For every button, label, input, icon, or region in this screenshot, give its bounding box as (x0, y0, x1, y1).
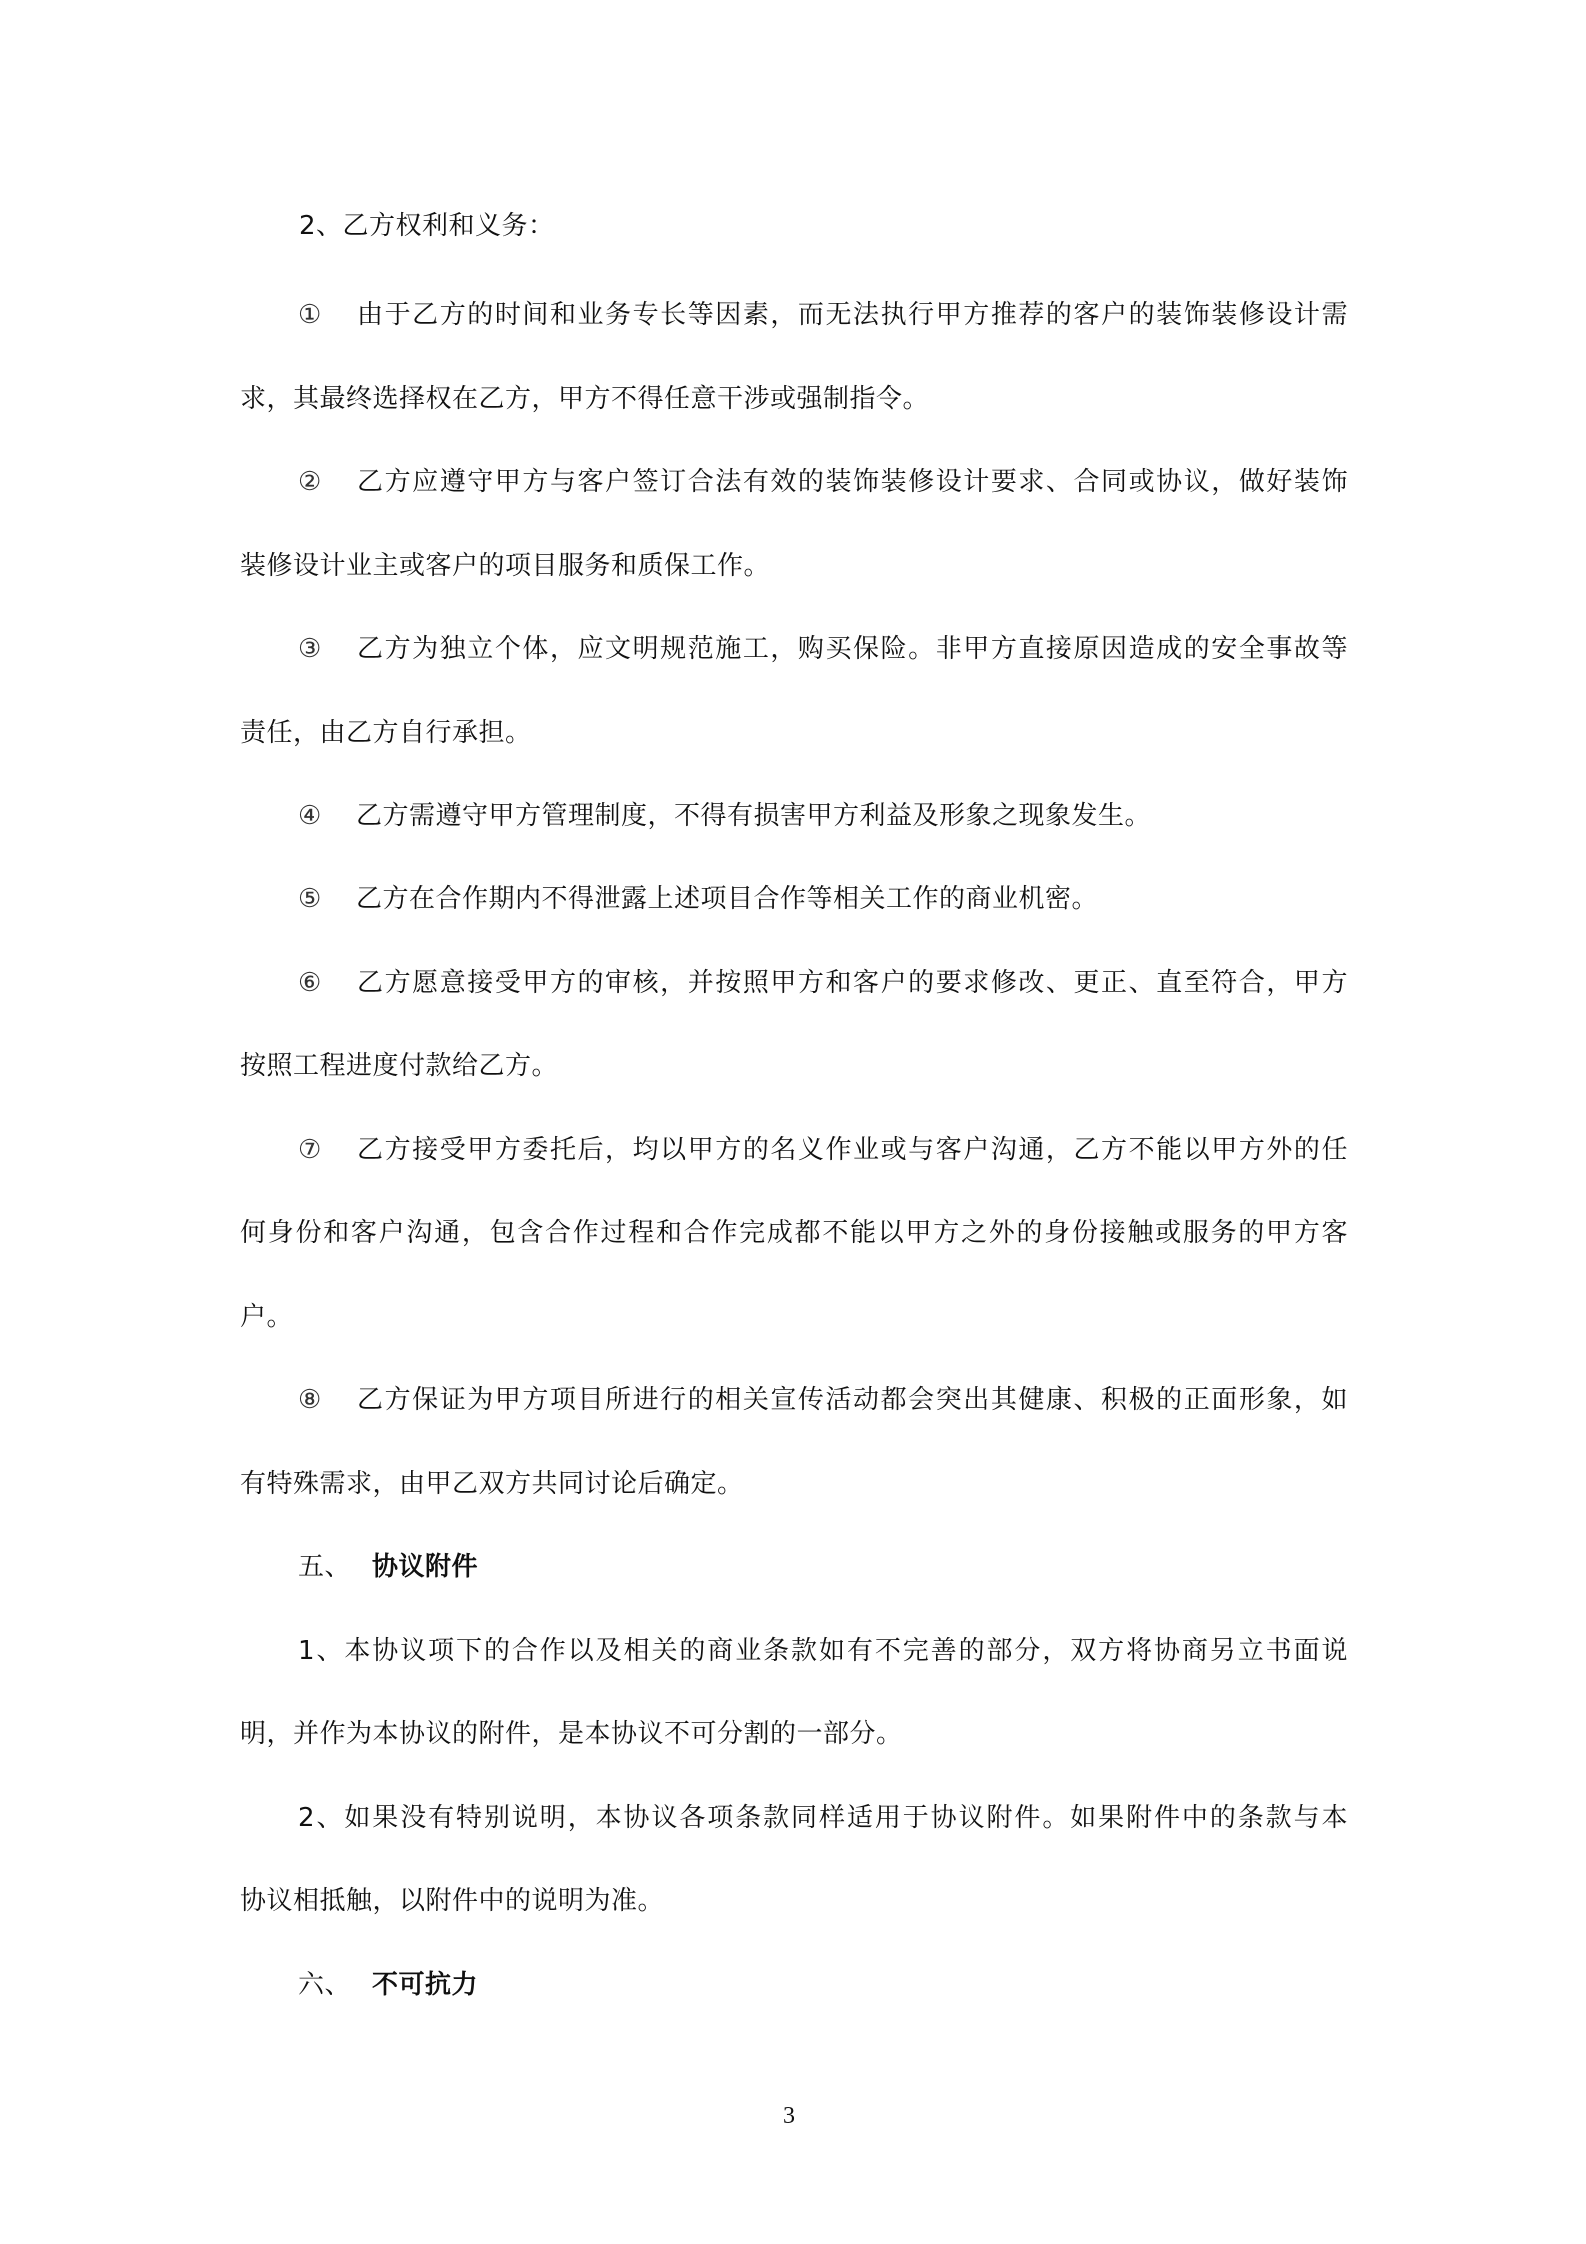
item-3-line-1: ③ 乙方为独立个体，应文明规范施工，购买保险。非甲方直接原因造成的安全事故等 (240, 631, 1348, 667)
item-number: ⑧ (298, 1385, 322, 1415)
item-8-line-2: 有特殊需求，由甲乙双方共同讨论后确定。 (240, 1469, 744, 1499)
item-6-line-2: 按照工程进度付款给乙方。 (240, 1051, 559, 1081)
item-8-line-1: ⑧ 乙方保证为甲方项目所进行的相关宣传活动都会突出其健康、积极的正面形象，如 (240, 1382, 1348, 1418)
section-heading-5 (298, 1549, 478, 1585)
item-2-line-1: ② 乙方应遵守甲方与客户签订合法有效的装饰装修设计要求、合同或协议，做好装饰 (240, 464, 1348, 500)
item-1-line-2: 求，其最终选择权在乙方，甲方不得任意干涉或强制指令。 (240, 384, 930, 414)
item-number: ⑤ (298, 884, 322, 914)
section-number: 五、 (298, 1552, 352, 1582)
section-number: 六、 (298, 1970, 352, 2000)
item-number: ⑦ (298, 1135, 322, 1165)
item-number: ⑥ (298, 968, 322, 998)
subsection-heading: 2、乙方权利和义务： (299, 211, 555, 241)
item-7-line-1: ⑦ 乙方接受甲方委托后，均以甲方的名义作业或与客户沟通，乙方不能以甲方外的任 (240, 1132, 1348, 1168)
item-number: ① (298, 300, 322, 330)
section-title: 协议附件 (372, 1552, 479, 1582)
item-2-line-2: 装修设计业主或客户的项目服务和质保工作。 (240, 551, 771, 581)
item-4-line-1: ④ 乙方需遵守甲方管理制度，不得有损害甲方利益及形象之现象发生。 (298, 798, 1151, 834)
page-number: 3 (783, 2103, 795, 2129)
item-number: ④ (298, 801, 322, 831)
item-number: ② (298, 467, 322, 497)
section-5-para-2-line-2: 协议相抵触，以附件中的说明为准。 (240, 1886, 665, 1916)
section-5-para-1-line-2: 明，并作为本协议的附件，是本协议不可分割的一部分。 (240, 1719, 903, 1749)
item-1-line-1: ① 由于乙方的时间和业务专长等因素，而无法执行甲方推荐的客户的装饰装修设计需 (240, 297, 1348, 333)
item-7-line-3: 户。 (240, 1302, 294, 1332)
item-3-line-2: 责任，由乙方自行承担。 (240, 718, 532, 748)
item-number: ③ (298, 634, 322, 664)
section-5-para-2-line-1: 2、如果没有特别说明，本协议各项条款同样适用于协议附件。如果附件中的条款与本 (298, 1803, 1348, 1833)
section-title: 不可抗力 (372, 1970, 479, 2000)
item-7-line-2: 何身份和客户沟通，包含合作过程和合作完成都不能以甲方之外的身份接触或服务的甲方客 (240, 1218, 1348, 1248)
section-heading-6 (298, 1967, 478, 2003)
section-5-para-1-line-1: 1、本协议项下的合作以及相关的商业条款如有不完善的部分，双方将协商另立书面说 (298, 1636, 1348, 1666)
item-6-line-1: ⑥ 乙方愿意接受甲方的审核，并按照甲方和客户的要求修改、更正、直至符合，甲方 (240, 965, 1348, 1001)
item-5-line-1: ⑤ 乙方在合作期内不得泄露上述项目合作等相关工作的商业机密。 (298, 881, 1098, 917)
